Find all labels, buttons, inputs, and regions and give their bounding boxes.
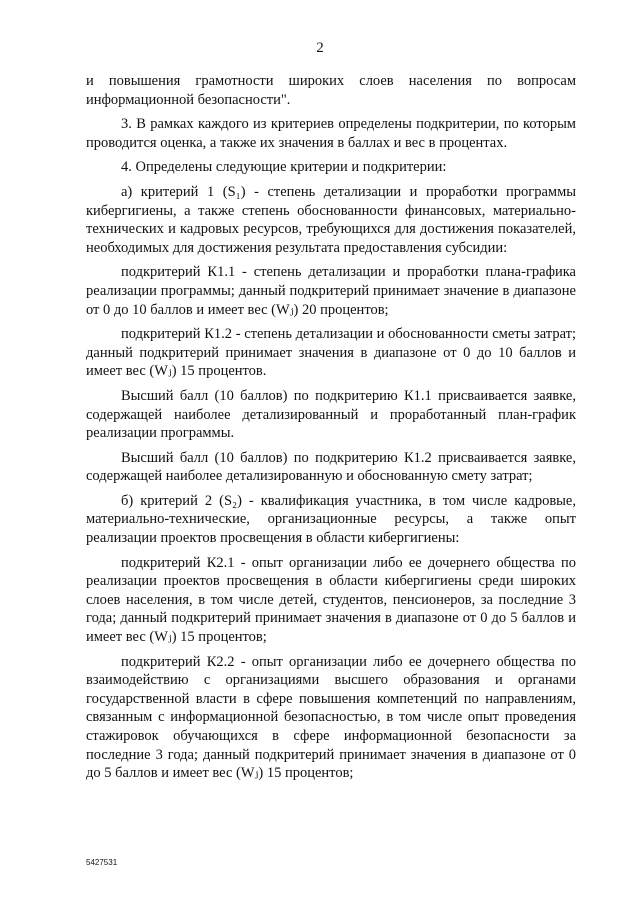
paragraph: а) критерий 1 (S₁) - степень детализации и проработки программы кибергигиены, а также степень обоснованности финансовых, материально-технических и кадровых ресурсов, требующихся для достижения показателей, необходимых для достижения результата предоставления субсидии:	[86, 183, 576, 256]
paragraph: и повышения грамотности широких слоев населения по вопросам информационной безопасности".	[86, 73, 576, 108]
document-id: 5427531	[86, 858, 118, 867]
paragraph: 3. В рамках каждого из критериев определены подкритерии, по которым проводится оценка, а также их значения в баллах и вес в процентах.	[86, 116, 576, 151]
paragraph: подкритерий К2.1 - опыт организации либо ее дочернего общества по реализации проектов просвещения в области кибергигиены среди широких слоев населения, в том числе детей, студентов, пенсионеров, за последние 3 года; данный подкритерий принимает значения в диапазоне от 0 до 5 баллов и имеет вес (Wⱼ) 15 процентов;	[86, 554, 576, 646]
paragraph: подкритерий К1.2 - степень детализации и обоснованности сметы затрат; данный подкритерий принимает значения в диапазоне от 0 до 10 баллов и имеет вес (Wⱼ) 15 процентов.	[86, 326, 576, 380]
document-body	[86, 72, 576, 789]
paragraph: подкритерий К2.2 - опыт организации либо ее дочернего общества по взаимодействию с организациями высшего образования и органами государственной власти в сфере повышения компетенций по направлениям, связанным с информационной безопасностью, в том числе опыт проведения стажировок обучающихся в сфере информационной безопасности за последние 3 года; данный подкритерий принимает значения в диапазоне от 0 до 5 баллов и имеет вес (Wⱼ) 15 процентов;	[86, 653, 576, 782]
paragraph: 4. Определены следующие критерии и подкритерии:	[121, 159, 447, 176]
page-number: 2	[316, 40, 324, 56]
paragraph: б) критерий 2 (S₂) - квалификация участника, в том числе кадровые, материально-технические, организационные ресурсы, а также опыт реализации проектов просвещения в области кибергигиены:	[86, 492, 576, 547]
paragraph: Высший балл (10 баллов) по подкритерию К1.2 присваивается заявке, содержащей наиболее детализированную и обоснованную смету затрат;	[86, 449, 576, 485]
paragraph: подкритерий К1.1 - степень детализации и проработки плана-графика реализации программы; данный подкритерий принимает значение в диапазоне от 0 до 10 баллов и имеет вес (Wⱼ) 20 процентов;	[86, 264, 576, 318]
paragraph: Высший балл (10 баллов) по подкритерию К1.1 присваивается заявке, содержащей наиболее детализированный и проработанный план-график реализации программы.	[86, 387, 576, 442]
